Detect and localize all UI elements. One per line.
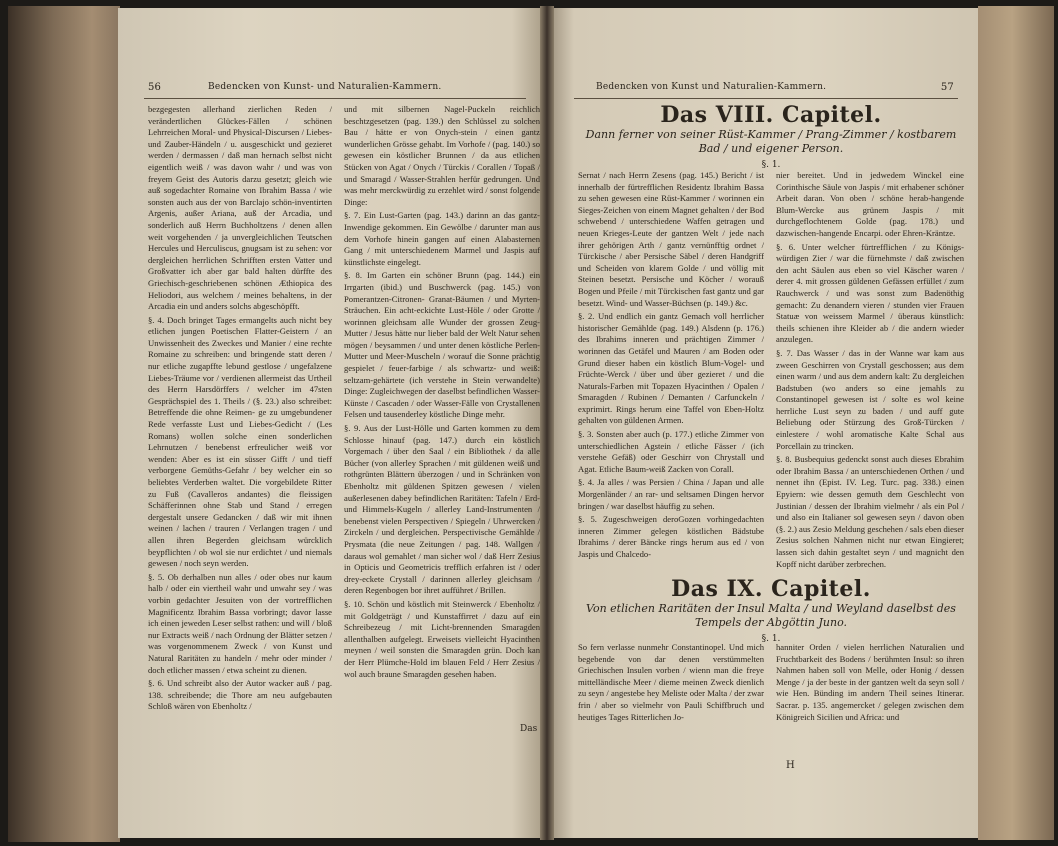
chapter-9-column-2 — [776, 642, 964, 762]
paragraph: §. 3. Sonsten aber auch (p. 177.) etliche Zimmer von unterschiedlichen Agstein / etliche Fässer / (ich verstehe Gefäß) oder Geschirr von Chrystall und Agat. Etliche Baum-weiß Zacken von Corall. — [578, 429, 764, 474]
paragraph: §. 4. Ja alles / was Persien / China / Japan und alle Morgenländer / an rar- und seltsamen Dingen hervor bringen / war daselbst häuffig zu sehen. — [578, 477, 764, 511]
paragraph: bezgegesten allerhand zierlichen Reden / verändertlichen Glückes-Fällen / schönen Lehrreichen Moral- und Physical-Discursen / Liebes- und Zauber-Händeln / u. ausgeschickt und gezieret werden / dermassen / daß man hernach selbst nicht eigentlich weiß / was davon wahr / und was von freyem Geist des Autoris darzu gesetzt; gleich wie auß sogedachter Romaine von Ibrahim Bassa / wie sonsten auch aus der von Barclajo schön-inventirten Argenis, außer Ariana, auß der Arcadia, und sonderlich auß Herrn Buchholtzens / denen allen weit vorgehenden / ja unvergleichlichen Teutschen Hercules und Herculiscus, gnugsam ist zu sehen: vor dergleichen herrlichen Schrifften ersten Vatter und Großvatter ich aber gar bald halten dürffte des Griechisch-geschriebenen schönen Æthiopica des Heliodori, aus welchem / meines behaltens, in der Arcadia ein und anders solchs abgeschöpfft. — [148, 104, 332, 312]
chapter-9-title: Das IX. Capitel. — [671, 576, 871, 602]
chapter-8-title: Das VIII. Capitel. — [660, 102, 882, 128]
chapter-8-column-2 — [776, 170, 964, 572]
chapter-8-heading — [578, 102, 964, 170]
paragraph: §. 8. Busbequius gedenckt sonst auch dieses Ebrahim oder Ibrahim Bassa / an unterschiedenen Orthen / und nennet ihn (Epist. IV. Leg. Turc. pag. 338.) einen Epyiern: wie dessen gemuth dem Geschlecht von Justinian / dessen der Ibrahim vielmehr / als ein Pol / und also ein Italianer sol gewesen seyn / davon oben (§. 2.) aus Zesio Meldung geschehen / sals eben dieser Zesius solchen Nahmen nicht nur etwan Eingieret; lassen sich dahin gestaltet seyn / und magnicht den Kopff nicht darüber zerbrechen. — [776, 454, 964, 569]
chapter-8-column-1 — [578, 170, 764, 572]
paragraph: §. 7. Ein Lust-Garten (pag. 143.) darinn an das gantz-Inwendige gekommen. Ein Gewölbe / darunter man aus dem Vorhofe hinein gangen auf einen Alabasternen Gang / mit unterschiedenem Marmel und Jaspis auf künstlichste eingelegt. — [344, 210, 540, 267]
paragraph: §. 7. Das Wasser / das in der Wanne war kam aus zween Geschirren von Crystall geschossen; aus dem einen warm / und aus dem andern kalt: Zu dergleichen Badstuben (wo anders so eine jemahls zu Constantinopel gewesen ist / solte es wol keine herrliche Lust seyn zu baden / und auff gute Beliebung oder Stürzung des Groß-Türcken / einlestere / wohl aromatische Kalte Schal aus Porcellain zu trincken. — [776, 347, 964, 451]
paragraph: Sernat / nach Herrn Zesens (pag. 145.) Bericht / ist innerhalb der fürtrefflichen Residentz Ibrahim Bassa zu sehen gewesen eine Rüst-Kammer / worinnen ein Sieges-Zeichen von einem Magnet gehalten / der Bod schwebend / unterschiedene Waffen getragen und neuen Krieges-Leute der gantzen Welt / jede nach ihrer gehörigen Arth / gantz vernünfftig ordnet / Türckische / aber Persische Säbel / deren Handgriff und Scheiden von klarem Golde / und völlig mit Steinen besetzt. Persische und Köcher / worauß Bogen und Pfeile / mit Türckischen fast gantz und gar besetzt. Wind- und Wasser-Büchsen (p. 149.) &c. — [578, 170, 764, 308]
chapter-8-section-mark: §. 1. — [761, 160, 781, 170]
chapter-9-column-1 — [578, 642, 764, 762]
left-head-rule — [144, 98, 526, 99]
paragraph: hanniter Orden / vielen herrlichen Naturalien und Fruchtbarkeit des Bodens / berühmten Insul: so ihren Nahmen haben soll von Melle, oder Honig / dessen Menge / ja der beste in der gantzen welt da seyn soll / wie Hen. Bünding im andern Theil seines Itinerar. Sacrar. p. 135. angemercket / gelegen zwischen dem Königreich Sicilien und Africa: und — [776, 642, 964, 722]
right-running-head — [548, 82, 978, 96]
left-catchword: Das — [520, 724, 538, 734]
right-head-rule — [574, 98, 958, 99]
chapter-8-subtitle: Dann ferner von seiner Rüst-Kammer / Prang-Zimmer / kostbarem Bad / und eigener Person. — [585, 128, 957, 155]
left-running-head — [118, 82, 546, 96]
paragraph: §. 2. Und endlich ein gantz Gemach voll herrlicher historischer Gemählde (pag. 149.) Alsdenn (p. 176.) des Ibrahims inneren und prächtigen Zimmer / worinnen das Getäfel und Mauren / am Boden oder Grund dieser haben ein köstlich Blum-Vogel- und Früchte-Werck / über und über gezieret / und die Naturals-Farben mit Topazen Hyacinthen / Opalen / Smaragden / Rubinen / Demanten / Carfunckeln / exprimirt. Rings herum eine Taffel von Eben-Holtz gehalten von güldenen Armen. — [578, 311, 764, 426]
paragraph: §. 6. Und schreibt also der Autor wacker auß / pag. 138. schreibende; die Thore am neu aufgebauten Schloß wären von Ebenholtz / — [148, 678, 332, 712]
paragraph: §. 6. Unter welcher fürtrefflichen / zu Königs-würdigen Zier / war die fürnehmste / daß zwischen den acht Säulen aus eben so viel Käscher waren / derer 4. mit grossen güldenen Gefässen erfüllet / zum Rauchwerck / und was sonst zum Badenöthig gemacht: Zu denandern vieren / stunden vier Frauen Statuæ von weissem Marmel / überaus künstlich: theils schienen ihre Kleider ab / die andern wieder anzulegen. — [776, 241, 964, 345]
chapter-9-body — [578, 642, 964, 762]
paragraph: nier bereitet. Und in jedwedem Winckel eine Corinthische Säule von Jaspis / mit erhabener schöner Arbeit daran. Von oben / schöne herab-hangende Blum-Wercke aus grünem Jaspis / mit durchgeflochtenem Golde (pag. 178.) und dazwischen-hangende Encarpi. oder Ehren-Kräntze. — [776, 170, 964, 238]
signature-mark: H — [786, 760, 795, 771]
paragraph: §. 9. Aus der Lust-Hölle und Garten kommen zu dem Schlosse hinauf (pag. 147.) durch ein köstlich Vorgemach / über den Saal / ein Bibliothek / da alle Bücher (von allerley Sprachen / mit güldenen weiß und rothgrünten Blättern überzogen / und in Schränken von Ebenholtz mit güldenen Spitzen gewesen / vielen außerlesenen dabey befindlichen Raritäten: Tafeln / Erd- und Himmels-Kugeln / allerley Land-Instrumenten / benebenst vielen Perspectiven / Spiegeln / Uhrwercken / Zirckeln / und dergleichen. Perspectivische Gemählde / Prysmata (die neue Zeitungen / pag. 148. Wallgen / daraus wol gemahlet / man sicher wol / daß Herr Zesius in Opticis und Geometricis trefflich erfahren ist / oder drey-eckete Crystall / darinnen allerley gleichsam / deren Regenbogen bor ihret aufführet / Brillen. — [344, 423, 540, 596]
left-page-stack — [8, 6, 120, 842]
chapter-9-section-mark: §. 1. — [761, 634, 781, 644]
paragraph: §. 5. Zugeschweigen deroGozen vorhingedachten inneren Zimmer gelegen köstlichen Bädstube Ibrahims / derer Bäncke rings herum aus ed / von Jaspis und Chalcedo- — [578, 514, 764, 559]
paragraph: §. 8. Im Garten ein schöner Brunn (pag. 144.) ein Irrgarten (ibid.) und Buschwerck (pag. 145.) von Pomerantzen-Citronen- Granat-Bäumen / und Myrten-Sträuchen. Ein acht-eckichte Lust-Höle / oder Grotte / worinnen gleichsam alle Wunder der grossen Zeug-Mutter / Jesus hätte nur lieber bald der Welt Natur sehen mögen / beysammen / und unter denen köstliche Perlen-Mutter und Meer-Muscheln / worauf die Sonne prächtig gespielet / feuer-farbige / als schwartz- und weiß: seltzam-gehärtete (ich verstehe in Stein verwandelte) Dinge: Zugleichwegen der daselbst befindlichen Wasser-Künste / Cascaden / oder Wasser-Fälle von Crystallenen Felsen und tausenderley köstliche Dinge mehr. — [344, 270, 540, 420]
right-running-title: Bedencken von Kunst und Naturalien-Kammern. — [596, 82, 827, 92]
left-column-2 — [344, 104, 540, 808]
left-running-title: Bedencken von Kunst- und Naturalien-Kammern. — [208, 82, 442, 92]
left-column-1 — [148, 104, 332, 808]
left-folio: 56 — [148, 82, 162, 93]
book-gutter — [540, 6, 554, 840]
right-folio: 57 — [940, 82, 954, 93]
left-page — [118, 8, 546, 838]
right-page-stack — [978, 6, 1054, 840]
left-columns — [148, 104, 540, 808]
right-page — [548, 8, 978, 838]
chapter-8-body — [578, 170, 964, 572]
paragraph: §. 10. Schön und köstlich mit Steinwerck / Ebenholtz / mit Goldgeträgt / und Kunstaffirret / dazu auf ein Schreibezeug / mit Licht-brennenden Smaragden allenthalben aufgelegt. Erweisets vielleicht Hyacinthen meynen / weil sonsten die Smaragden grün. Doch kan der Herr Plümche-Hold im blauen Feld / Herr Zesius / wol auch braune Smaragden gesehen haben. — [344, 598, 540, 679]
paragraph: §. 4. Doch bringet Tages ermangelts auch nicht bey etlichen jungen Poetischen Flatter-Geistern / an Unwissenheit des Zweckes und Manier / eine rechte Romaine zu schreiben: und bringende statt deren / nur etliche zugapffte lebund gestlose / ungefalzene Liebes-Träume vor / verdienen allermeist das Urtheil des Herrn Harsdörffers / welcher im 47sten Gesprächspiel des 1. Theils / (§. 23.) also schreibet: Betreffende die ohne Reimen- ge zu umgebundener Rede verfasste Lust und Liebes-Gedicht / (Les Romans) wollen solche einen sonderlichen Lehrnutzen / benebenst erfreulicher weiß vor wenden: Aber es ist ein süsser Gifft / und tieff verborgene Gemüths-Gefahr / bey welcher ein so beliebtes Verderben waltet. Die vorgebildete Ritter zu Fuß (Cavalleros andantes) die fleissigen Schäfferinnen ohne Stab und Stand / erregen dergestalt unsere Gedancken / daß wir mit ihnen weinen / lachen / trauren / Verlangen tragen / und allen ihren Begerden gleichsam würcklich beypflichten / ob wol sie nur erdichtet / und niemals gewesen / noch seyn werden. — [148, 314, 332, 569]
paragraph: und mit silbernen Nagel-Puckeln reichlich beschtzgesetzen (pag. 139.) den Schlüssel zu solchen Bau / hätte er von Onych-stein / einen gantz wunderlichen Grösse gehabt. Im Vorhofe / (pag. 140.) so gewesen ein köstlicher Brunnen / da aus etlichen Stücken von Agat / Onych / Türckis / Corallen / Topaß / und Smaragd / Wasser-Strahlen herfür gedrungen. Und was mehr merckwürdig zu erzehlet wird / sonst folgende Dinge: — [344, 104, 540, 207]
paragraph: §. 5. Ob derhalben nun alles / oder obes nur kaum halb / oder ein viertheil wahr und unwahr sey / was vorbin gedachter Jesuiten von der vortrefflichen Magnificentz Ibrahim Bassa vorbringt; davor lasse ich einen jeweden Leser selbst rathen: und will / bloß nur Extracts weiß / nach Ordnung der Blätter setzen / was vorgenommenem Zweck / von Kunst und Natural Raritäten zu handeln / mehr oder minder / doch etlicher massen / etwa scheint zu dienen. — [148, 571, 332, 675]
chapter-9-subtitle: Von etlichen Raritäten der Insul Malta / und Weyland daselbst des Tempels der Abgöttin Juno. — [586, 602, 956, 629]
chapter-9-heading — [578, 576, 964, 644]
paragraph: So fern verlasse nunmehr Constantinopel. Und mich begebende von dar denen verstümmelten Griechischen Insulen vorben / wienn man die freye mittelländische Meer / dieme meinen Zweck dienlich zu seyn / angestebe hey Meliste oder Malta / der zwar frin / aber so vielmehr von Pauli Schiffbruch und heutiges Tages Ritterlichen Jo- — [578, 642, 764, 722]
